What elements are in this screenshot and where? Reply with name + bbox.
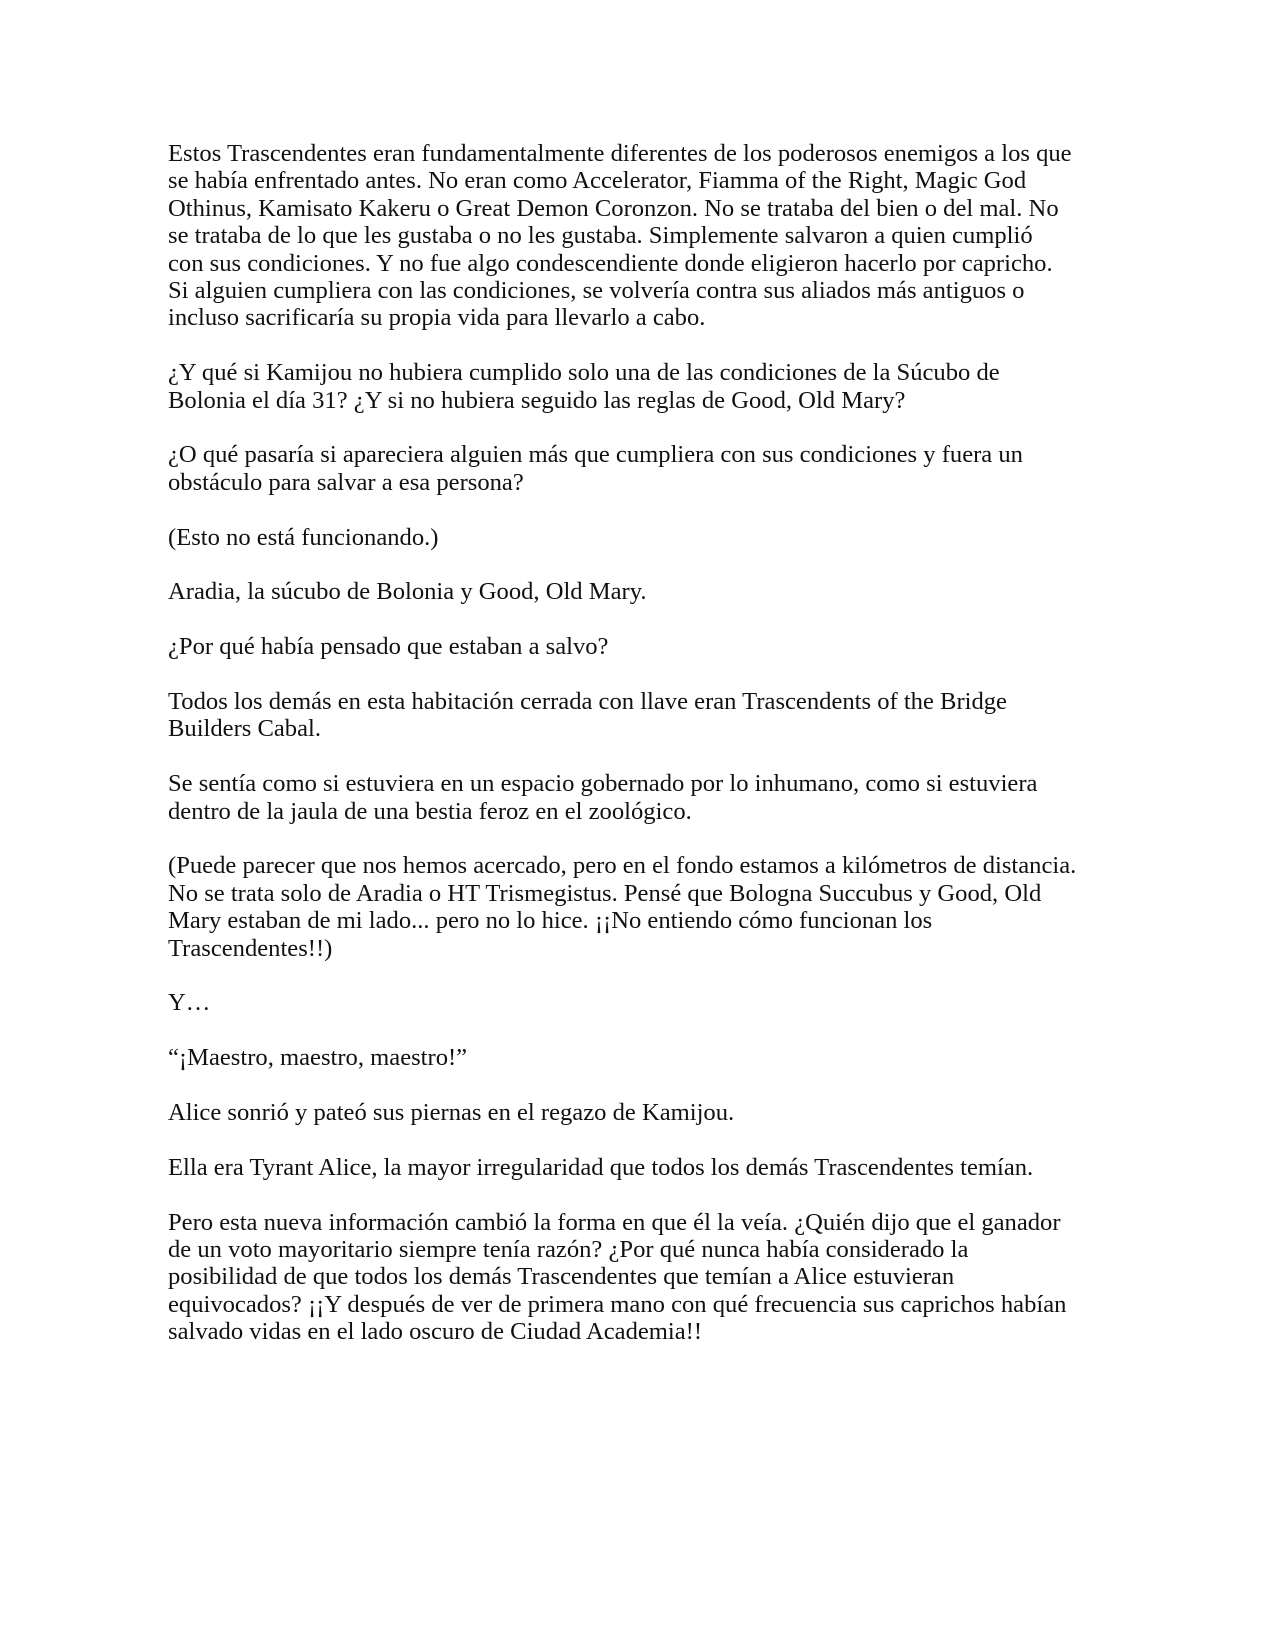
text-line: obstáculo para salvar a esa persona? <box>168 468 524 496</box>
text-line: No se trata solo de Aradia o HT Trismegistus. Pensé que Bologna Succubus y Good, Old <box>168 879 1042 907</box>
text-line: ¿Por qué había pensado que estaban a salvo? <box>168 633 609 661</box>
text-line: Alice sonrió y pateó sus piernas en el regazo de Kamijou. <box>168 1099 735 1127</box>
paragraph <box>168 688 1068 743</box>
text-line: Mary estaban de mi lado... pero no lo hice. ¡¡No entiendo cómo funcionan los <box>168 907 933 935</box>
paragraph <box>168 578 1068 605</box>
text-line: Aradia, la súcubo de Bolonia y Good, Old Mary. <box>168 578 647 606</box>
text-line: (Esto no está funcionando.) <box>168 523 439 551</box>
text-line: Ella era Tyrant Alice, la mayor irregularidad que todos los demás Trascendentes temían. <box>168 1153 1034 1181</box>
text-line: dentro de la jaula de una bestia feroz en el zoológico. <box>168 797 692 825</box>
text-line: Trascendentes!!) <box>168 934 333 962</box>
paragraph <box>168 441 1068 496</box>
text-line: equivocados? ¡¡Y después de ver de primera mano con qué frecuencia sus caprichos habían <box>168 1290 1067 1318</box>
paragraph <box>168 989 1068 1016</box>
paragraph <box>168 359 1068 414</box>
text-line: ¿Y qué si Kamijou no hubiera cumplido solo una de las condiciones de la Súcubo de <box>168 359 1000 387</box>
text-line: de un voto mayoritario siempre tenía razón? ¿Por qué nunca había considerado la <box>168 1236 969 1264</box>
text-line: posibilidad de que todos los demás Trascendentes que temían a Alice estuvieran <box>168 1263 955 1291</box>
text-line: Pero esta nueva información cambió la forma en que él la veía. ¿Quién dijo que el ganador <box>168 1208 1061 1236</box>
text-line: salvado vidas en el lado oscuro de Ciudad Academia!! <box>168 1318 703 1346</box>
paragraph <box>168 524 1068 551</box>
text-line: Othinus, Kamisato Kakeru o Great Demon Coronzon. No se trataba del bien o del mal. No <box>168 194 1059 222</box>
text-line: con sus condiciones. Y no fue algo condescendiente donde eligieron hacerlo por capricho. <box>168 249 1053 277</box>
paragraph <box>168 140 1072 332</box>
text-line: Todos los demás en esta habitación cerrada con llave eran Trascendents of the Bridge <box>168 688 1007 716</box>
text-line: Bolonia el día 31? ¿Y si no hubiera seguido las reglas de Good, Old Mary? <box>168 386 906 414</box>
paragraph <box>168 1099 1068 1126</box>
paragraph <box>168 852 1077 962</box>
text-line: se había enfrentado antes. No eran como Accelerator, Fiamma of the Right, Magic God <box>168 167 1027 195</box>
text-line: incluso sacrificaría su propia vida para llevarlo a cabo. <box>168 304 706 332</box>
paragraph <box>168 633 1068 660</box>
document-page <box>168 140 1077 1373</box>
paragraph <box>168 1154 1068 1181</box>
text-line: se trataba de lo que les gustaba o no les gustaba. Simplemente salvaron a quien cumplió <box>168 222 1033 250</box>
text-line: Builders Cabal. <box>168 715 322 743</box>
text-line: Si alguien cumpliera con las condiciones, se volvería contra sus aliados más antiguos o <box>168 277 1025 305</box>
paragraph <box>168 1209 1068 1346</box>
text-line: ¿O qué pasaría si apareciera alguien más que cumpliera con sus condiciones y fuera un <box>168 441 1023 469</box>
paragraph <box>168 1044 1068 1071</box>
text-line: Y… <box>168 989 211 1017</box>
text-line: (Puede parecer que nos hemos acercado, pero en el fondo estamos a kilómetros de distancia. <box>168 852 1077 880</box>
text-line: Se sentía como si estuviera en un espacio gobernado por lo inhumano, como si estuviera <box>168 770 1038 798</box>
text-line: Estos Trascendentes eran fundamentalmente diferentes de los poderosos enemigos a los que <box>168 140 1072 167</box>
paragraph <box>168 770 1068 825</box>
text-line: “¡Maestro, maestro, maestro!” <box>168 1044 468 1072</box>
